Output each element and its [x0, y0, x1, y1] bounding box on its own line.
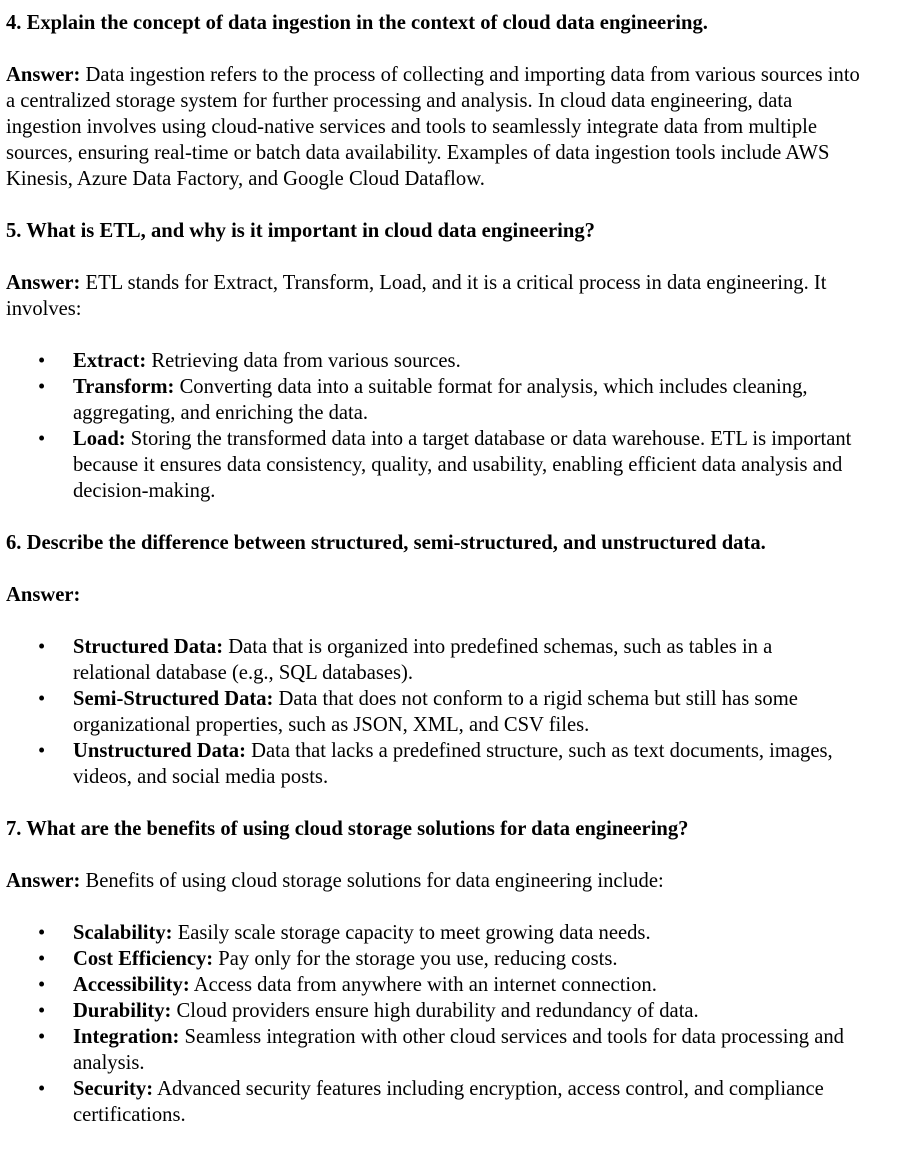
question-heading: 4. Explain the concept of data ingestion in the context of cloud data engineering.	[6, 12, 708, 34]
list-item	[6, 738, 902, 790]
question-heading: 6. Describe the difference between structured, semi-structured, and unstructured data.	[6, 532, 766, 554]
bullet-text: Retrieving data from various sources.	[146, 350, 461, 372]
bullet-text: Data that is organized into predefined schemas, such as tables in a relational database (e.g., SQL databases).	[73, 636, 773, 684]
bullet-text: Data that does not conform to a rigid schema but still has some organizational properties, such as JSON, XML, and CSV files.	[73, 688, 798, 736]
list-item	[6, 1076, 902, 1128]
bullet-term: Security:	[73, 1078, 154, 1100]
list-item	[6, 686, 902, 738]
qa-section-7	[6, 816, 902, 1128]
list-item	[6, 348, 902, 374]
bullet-text: Cloud providers ensure high durability and redundancy of data.	[171, 1000, 699, 1022]
bullet-term: Durability:	[73, 1000, 172, 1022]
bullet-icon: •	[38, 1000, 46, 1022]
bullet-text: Easily scale storage capacity to meet growing data needs.	[172, 922, 651, 944]
list-item	[6, 634, 902, 686]
bullet-list	[6, 634, 902, 790]
bullet-icon: •	[38, 922, 46, 944]
bullet-icon: •	[38, 740, 46, 762]
answer-paragraph	[6, 582, 902, 608]
question-heading: 5. What is ETL, and why is it important in cloud data engineering?	[6, 220, 595, 242]
qa-section-6	[6, 530, 902, 790]
bullet-text: Pay only for the storage you use, reducing costs.	[213, 948, 618, 970]
bullet-icon: •	[38, 376, 46, 398]
bullet-text: Advanced security features including encryption, access control, and compliance certifications.	[73, 1078, 824, 1126]
bullet-term: Cost Efficiency:	[73, 948, 214, 970]
answer-text: Data ingestion refers to the process of collecting and importing data from various sources into a centralized storage system for further processing and analysis. In cloud data engineering, data ingestion involves using cloud-native services and tools to seamlessly integrate data from multiple sources, ensuring real-time or batch data availability. Examples of data ingestion tools include AWS Kinesis, Azure Data Factory, and Google Cloud Dataflow.	[6, 64, 860, 190]
bullet-text: Seamless integration with other cloud services and tools for data processing and analysis.	[73, 1026, 844, 1074]
bullet-list	[6, 348, 902, 504]
qa-section-4	[6, 10, 902, 192]
qa-section-5	[6, 218, 902, 504]
list-item	[6, 374, 902, 426]
list-item	[6, 1024, 902, 1076]
question-heading: 7. What are the benefits of using cloud storage solutions for data engineering?	[6, 818, 689, 840]
bullet-icon: •	[38, 1078, 46, 1100]
bullet-text: Converting data into a suitable format for analysis, which includes cleaning, aggregating, and enriching the data.	[73, 376, 808, 424]
bullet-icon: •	[38, 688, 46, 710]
bullet-term: Accessibility:	[73, 974, 190, 996]
list-item	[6, 998, 902, 1024]
list-item	[6, 946, 902, 972]
answer-label: Answer:	[6, 870, 81, 892]
bullet-term: Structured Data:	[73, 636, 224, 658]
bullet-term: Unstructured Data:	[73, 740, 246, 762]
bullet-term: Extract:	[73, 350, 147, 372]
answer-paragraph	[6, 62, 902, 192]
bullet-term: Integration:	[73, 1026, 180, 1048]
list-item	[6, 920, 902, 946]
answer-paragraph	[6, 868, 902, 894]
answer-text: Benefits of using cloud storage solutions for data engineering include:	[80, 870, 664, 892]
bullet-icon: •	[38, 1026, 46, 1048]
list-item	[6, 972, 902, 998]
list-item	[6, 426, 902, 504]
bullet-icon: •	[38, 636, 46, 658]
bullet-icon: •	[38, 974, 46, 996]
answer-label: Answer:	[6, 272, 81, 294]
bullet-icon: •	[38, 428, 46, 450]
bullet-icon: •	[38, 948, 46, 970]
bullet-text: Storing the transformed data into a target database or data warehouse. ETL is important because it ensures data consistency, quality, and usability, enabling efficient data analysis and decision-making.	[73, 428, 852, 502]
bullet-term: Semi-Structured Data:	[73, 688, 274, 710]
bullet-text: Data that lacks a predefined structure, such as text documents, images, videos, and social media posts.	[73, 740, 833, 788]
answer-label: Answer:	[6, 584, 81, 606]
bullet-term: Transform:	[73, 376, 175, 398]
bullet-list	[6, 920, 902, 1128]
answer-text: ETL stands for Extract, Transform, Load, and it is a critical process in data engineering. It involves:	[6, 272, 827, 320]
bullet-term: Load:	[73, 428, 126, 450]
bullet-term: Scalability:	[73, 922, 173, 944]
answer-paragraph	[6, 270, 902, 322]
bullet-icon: •	[38, 350, 46, 372]
answer-label: Answer:	[6, 64, 81, 86]
bullet-text: Access data from anywhere with an internet connection.	[189, 974, 657, 996]
